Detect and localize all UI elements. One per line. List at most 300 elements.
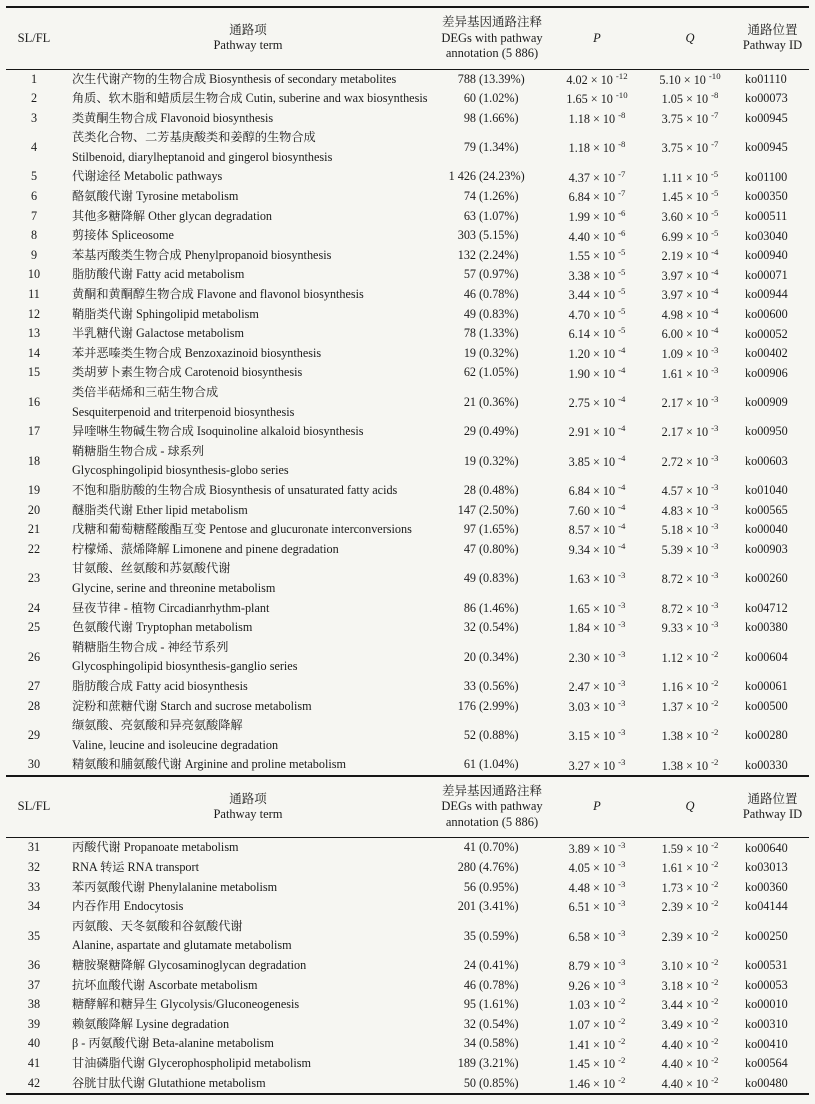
row-number: 17: [27, 424, 41, 439]
exponent: -3: [618, 697, 626, 708]
degs-count: 303: [457, 228, 476, 243]
row-number: 26: [27, 649, 41, 664]
exponent: -3: [618, 839, 626, 850]
degs-count: 57: [463, 267, 476, 282]
degs-count: 35: [463, 928, 476, 943]
pathway-term: 类黄酮生物合成 Flavonoid biosynthesis: [72, 110, 274, 125]
degs-percentage: (2.50%): [479, 502, 519, 517]
table-row: [6, 677, 809, 697]
row-number: 22: [27, 541, 41, 556]
degs-annotation: [434, 648, 550, 668]
exponent: -2: [711, 756, 719, 767]
q-value: 3.18 × 10 $^{-2}$: [661, 976, 719, 993]
degs-annotation: [434, 187, 550, 207]
table-row: [6, 878, 809, 898]
exponent: -4: [711, 286, 719, 297]
row-number: 2: [30, 91, 38, 106]
exponent: -3: [618, 727, 626, 738]
q-value: 3.75 × 10 $^{-7}$: [661, 139, 719, 156]
pathway-id: ko00906: [745, 365, 788, 380]
pathway-id: ko00909: [745, 395, 788, 410]
header-pathway-term: [62, 792, 434, 823]
degs-percentage: (1.46%): [479, 600, 519, 615]
degs-percentage: (0.78%): [479, 287, 519, 302]
degs-annotation: [434, 393, 550, 413]
row-number: 36: [27, 957, 41, 972]
degs-percentage: (0.48%): [479, 482, 519, 497]
degs-annotation: [434, 207, 550, 227]
pathway-id: ko00250: [745, 928, 788, 943]
pathway-term: 柠檬烯、蒎烯降解 Limonene and pinene degradation: [72, 541, 339, 556]
degs-percentage: (1.65%): [479, 522, 519, 537]
pathway-term: [62, 383, 434, 422]
header-degs-cn: 差异基因通路注释: [441, 15, 542, 29]
header-pathway-id: [736, 23, 809, 54]
pathway-id: ko00053: [745, 977, 788, 992]
pathway-term: [62, 638, 434, 677]
degs-count: 29: [463, 424, 476, 439]
exponent: -4: [711, 325, 719, 336]
exponent: -5: [711, 227, 719, 238]
degs-count: 79: [463, 140, 476, 155]
q-value: 2.39 × 10 $^{-2}$: [661, 927, 719, 944]
table-row: [6, 481, 809, 501]
row-number: 42: [27, 1075, 41, 1090]
degs-annotation: [434, 838, 550, 858]
degs-annotation: [434, 109, 550, 129]
exponent: -3: [618, 859, 626, 870]
row-number: 12: [27, 306, 41, 321]
pathway-term: 脂肪酸合成 Fatty acid biosynthesis: [72, 678, 248, 693]
pathway-term: 次生代谢产物的生物合成 Biosynthesis of secondary metabolites: [72, 71, 397, 86]
degs-count: 49: [463, 571, 476, 586]
row-number: 38: [27, 997, 41, 1012]
degs-annotation: [434, 956, 550, 976]
header-slfl-label: SL/FL: [17, 30, 51, 45]
degs-percentage: (0.88%): [479, 727, 519, 742]
header-p: [550, 799, 644, 815]
table-row: [6, 858, 809, 878]
degs-percentage: (0.32%): [479, 345, 519, 360]
degs-percentage: (1.61%): [479, 997, 519, 1012]
pathway-enrichment-table: [6, 6, 809, 1095]
degs-count: 56: [463, 879, 476, 894]
q-value: 2.19 × 10 $^{-4}$: [661, 247, 719, 264]
degs-percentage: (5.15%): [479, 228, 519, 243]
degs-count: 788: [457, 71, 476, 86]
degs-percentage: (0.41%): [479, 957, 519, 972]
degs-count: 46: [463, 977, 476, 992]
degs-percentage: (1.04%): [479, 757, 519, 772]
pathway-id: ko00564: [745, 1056, 788, 1071]
exponent: -2: [711, 996, 719, 1007]
exponent: -2: [711, 976, 719, 987]
p-value: 4.70 × 10 $^{-5}$: [568, 305, 626, 322]
p-value: 9.34 × 10 $^{-4}$: [568, 541, 626, 558]
pathway-id: ko03040: [745, 228, 788, 243]
degs-percentage: (24.23%): [479, 169, 525, 184]
p-value: 1.65 × 10 $^{-3}$: [568, 599, 626, 616]
header-pathway-id-en: Pathway ID: [742, 807, 803, 822]
row-number: 18: [27, 453, 41, 468]
table-row: [6, 265, 809, 285]
row-number: 39: [27, 1016, 41, 1031]
degs-annotation: [434, 285, 550, 305]
header-pathway-term-cn: 通路项: [229, 22, 267, 37]
table-row: [6, 422, 809, 442]
header-degs-cn: 差异基因通路注释: [441, 783, 542, 798]
p-value: 6.14 × 10 $^{-5}$: [568, 325, 626, 342]
row-number: 11: [28, 287, 40, 302]
degs-count: 74: [463, 189, 476, 204]
header-slfl-label: SL/FL: [17, 799, 51, 814]
exponent: -3: [618, 678, 626, 689]
exponent: -3: [711, 364, 719, 375]
degs-annotation: [434, 755, 550, 775]
pathway-term: RNA 转运 RNA transport: [72, 859, 199, 874]
pathway-id: ko00480: [745, 1075, 788, 1090]
exponent: -4: [618, 541, 626, 552]
pathway-id: ko01040: [745, 483, 788, 498]
p-value: 1.20 × 10 $^{-4}$: [568, 345, 626, 362]
exponent: -3: [711, 423, 719, 434]
pathway-term: [62, 559, 434, 598]
table-row: [6, 305, 809, 325]
q-value: 1.12 × 10 $^{-2}$: [661, 648, 719, 665]
exponent: -3: [711, 452, 719, 463]
degs-percentage: (0.56%): [479, 678, 519, 693]
pathway-term: β - 丙氨酸代谢 Beta-alanine metabolism: [72, 1036, 274, 1051]
degs-count: 1 426: [448, 169, 476, 184]
exponent: -8: [711, 90, 719, 101]
degs-annotation: [434, 599, 550, 619]
pathway-term: 酪氨酸代谢 Tyrosine metabolism: [72, 189, 239, 204]
exponent: -2: [618, 1074, 626, 1085]
exponent: -3: [711, 619, 719, 630]
table-row: [6, 618, 809, 638]
row-number: 10: [27, 267, 41, 282]
q-value: 4.57 × 10 $^{-3}$: [661, 482, 719, 499]
header-q: [644, 31, 736, 47]
exponent: -12: [615, 70, 628, 81]
header-p: [550, 31, 644, 47]
q-value: 6.99 × 10 $^{-5}$: [661, 227, 719, 244]
exponent: -2: [711, 678, 719, 689]
p-value: 6.84 × 10 $^{-4}$: [568, 482, 626, 499]
pathway-term: 脂肪酸代谢 Fatty acid metabolism: [72, 267, 245, 282]
row-number: 25: [27, 620, 41, 635]
exponent: -5: [618, 325, 626, 336]
table-row: [6, 226, 809, 246]
p-value: 1.07 × 10 $^{-2}$: [568, 1015, 626, 1033]
pathway-term-cn: 类倍半萜烯和三萜生物合成: [72, 385, 219, 399]
pathway-term: [62, 442, 434, 481]
degs-annotation: [434, 305, 550, 325]
degs-percentage: (13.39%): [479, 71, 525, 86]
row-number: 3: [30, 110, 38, 125]
q-value: 3.49 × 10 $^{-2}$: [661, 1015, 719, 1033]
p-value: 2.30 × 10 $^{-3}$: [568, 648, 626, 665]
degs-annotation: [434, 677, 550, 697]
degs-percentage: (0.80%): [479, 541, 519, 556]
exponent: -3: [711, 345, 719, 356]
table-row: [6, 540, 809, 560]
exponent: -3: [618, 619, 626, 630]
exponent: -7: [618, 188, 626, 199]
degs-count: 33: [463, 678, 476, 693]
pathway-id: ko00280: [745, 728, 788, 743]
q-value: 1.37 × 10 $^{-2}$: [661, 697, 719, 714]
pathway-id: ko00360: [745, 879, 788, 894]
pathway-term: 鞘脂类代谢 Sphingolipid metabolism: [72, 306, 259, 321]
table-row: [6, 167, 809, 187]
exponent: -5: [710, 168, 719, 179]
table-row: [6, 89, 809, 109]
p-value: 3.89 × 10 $^{-3}$: [568, 839, 626, 856]
exponent: -3: [618, 570, 626, 581]
pathway-id: ko00040: [745, 522, 788, 537]
pathway-term: 剪接体 Spliceosome: [72, 228, 174, 243]
exponent: -7: [711, 109, 719, 120]
degs-percentage: (2.24%): [479, 247, 519, 262]
exponent: -3: [618, 878, 626, 889]
table-row: [6, 70, 809, 90]
degs-annotation: [434, 569, 550, 589]
row-number: 33: [27, 879, 41, 894]
exponent: -8: [618, 109, 626, 120]
degs-percentage: (1.26%): [479, 189, 519, 204]
degs-annotation: [434, 995, 550, 1015]
row-number: 31: [27, 840, 41, 855]
pathway-id: ko00380: [745, 620, 788, 635]
exponent: -2: [618, 1055, 626, 1066]
header-q: [644, 799, 736, 815]
pathway-term: 精氨酸和脯氨酸代谢 Arginine and proline metabolism: [72, 757, 346, 772]
exponent: -4: [711, 305, 719, 316]
p-value: 3.38 × 10 $^{-5}$: [568, 266, 626, 283]
row-number: 34: [27, 899, 41, 914]
exponent: -3: [618, 898, 626, 909]
pathway-term: 昼夜节律 - 植物 Circadianrhythm-plant: [72, 600, 270, 615]
pathway-id: ko00950: [745, 424, 788, 439]
degs-count: 78: [463, 326, 476, 341]
q-value: 3.60 × 10 $^{-5}$: [661, 207, 719, 224]
header-degs-en2: annotation (5 886): [445, 46, 539, 60]
degs-annotation: [434, 501, 550, 521]
p-value: 1.55 × 10 $^{-5}$: [568, 247, 626, 264]
pathway-term-en: Stilbenoid, diarylheptanoid and gingerol biosynthesis: [72, 149, 333, 164]
degs-annotation: [434, 324, 550, 344]
exponent: -3: [618, 957, 626, 968]
degs-percentage: (3.21%): [479, 1055, 519, 1070]
p-value: 8.79 × 10 $^{-3}$: [568, 957, 626, 974]
pathway-id: ko00052: [745, 326, 788, 341]
pathway-term: 类胡萝卜素生物合成 Carotenoid biosynthesis: [72, 365, 303, 380]
pathway-term-en: Sesquiterpenoid and triterpenoid biosynthesis: [72, 404, 295, 419]
pathway-id: ko00260: [745, 571, 788, 586]
p-value: 8.57 × 10 $^{-4}$: [568, 521, 626, 538]
exponent: -6: [618, 207, 626, 218]
degs-annotation: [434, 976, 550, 996]
pathway-term-cn: 鞘糖脂生物合成 - 球系列: [72, 443, 205, 458]
pathway-term: 代谢途径 Metabolic pathways: [72, 169, 223, 184]
pathway-id: ko04712: [745, 600, 788, 615]
pathway-id: ko00511: [745, 208, 788, 223]
q-value: 1.16 × 10 $^{-2}$: [661, 678, 719, 695]
exponent: -5: [618, 266, 626, 277]
pathway-term-en: Alanine, aspartate and glutamate metabolism: [72, 938, 292, 953]
degs-percentage: (0.70%): [479, 840, 519, 855]
pathway-id: ko01110: [745, 71, 787, 86]
degs-percentage: (0.54%): [479, 620, 519, 635]
exponent: -2: [711, 898, 719, 909]
exponent: -3: [711, 521, 719, 532]
pathway-term: 甘油磷脂代谢 Glycerophospholipid metabolism: [72, 1055, 311, 1070]
row-number: 19: [27, 482, 41, 497]
header-q-label: Q: [685, 30, 695, 45]
pathway-id: ko01100: [745, 169, 788, 184]
degs-annotation: [434, 1074, 550, 1094]
q-value: 5.10 × 10 $^{-10}$: [659, 70, 721, 87]
header-slfl: [6, 31, 62, 47]
degs-annotation: [434, 520, 550, 540]
header-degs-en1: DEGs with pathway: [441, 30, 543, 45]
row-number: 16: [27, 394, 41, 409]
header-pathway-id-cn: 通路位置: [747, 791, 798, 806]
pathway-id: ko00604: [745, 649, 788, 664]
table-row: [6, 501, 809, 521]
pathway-id: ko00073: [745, 91, 788, 106]
row-number: 30: [27, 757, 41, 772]
degs-percentage: (0.36%): [479, 394, 519, 409]
exponent: -2: [711, 648, 719, 659]
degs-count: 147: [457, 502, 476, 517]
table-row: [6, 324, 809, 344]
table-row: [6, 1074, 809, 1094]
degs-annotation: [434, 1054, 550, 1074]
q-value: 3.97 × 10 $^{-4}$: [661, 286, 719, 303]
exponent: -3: [711, 541, 719, 552]
degs-annotation: [434, 226, 550, 246]
pathway-id: ko04144: [745, 899, 788, 914]
pathway-id: ko00531: [745, 958, 788, 973]
header-pathway-term: [62, 23, 434, 54]
p-value: 4.48 × 10 $^{-3}$: [568, 878, 626, 895]
pathway-term: 色氨酸代谢 Tryptophan metabolism: [72, 620, 253, 635]
exponent: -3: [711, 501, 719, 512]
pathway-id: ko00350: [745, 189, 788, 204]
degs-percentage: (1.07%): [479, 208, 519, 223]
degs-percentage: (2.99%): [479, 698, 519, 713]
p-value: 1.90 × 10 $^{-4}$: [568, 364, 626, 381]
degs-count: 28: [463, 482, 476, 497]
degs-count: 47: [463, 541, 476, 556]
degs-count: 86: [463, 600, 476, 615]
row-number: 9: [30, 247, 38, 262]
p-value: 9.26 × 10 $^{-3}$: [568, 976, 626, 993]
pathway-id: ko03013: [745, 860, 788, 875]
q-value: 1.09 × 10 $^{-3}$: [661, 345, 719, 362]
exponent: -8: [618, 139, 626, 150]
q-value: 8.72 × 10 $^{-3}$: [661, 599, 719, 616]
degs-count: 95: [463, 997, 476, 1012]
degs-count: 63: [463, 208, 476, 223]
pathway-term-cn: 缬氨酸、亮氨酸和异亮氨酸降解: [72, 718, 243, 733]
exponent: -4: [618, 394, 626, 405]
exponent: -6: [618, 227, 626, 238]
pathway-term: 其他多糖降解 Other glycan degradation: [72, 208, 273, 223]
degs-count: 60: [463, 91, 476, 106]
p-value: 1.03 × 10 $^{-2}$: [568, 996, 626, 1013]
header-pathway-id-en: Pathway ID: [742, 38, 803, 53]
q-value: 2.39 × 10 $^{-2}$: [661, 898, 719, 915]
exponent: -3: [711, 482, 719, 493]
degs-annotation: [434, 265, 550, 285]
table-row: [6, 520, 809, 540]
pathway-term: 半乳糖代谢 Galactose metabolism: [72, 326, 244, 341]
degs-count: 41: [463, 840, 476, 855]
row-number: 13: [27, 326, 41, 341]
p-value: 2.47 × 10 $^{-3}$: [568, 678, 626, 695]
pathway-term: 糖胺聚糖降解 Glycosaminoglycan degradation: [72, 957, 307, 972]
table-row: [6, 716, 809, 755]
pathway-term: [62, 917, 434, 956]
degs-annotation: [434, 481, 550, 501]
q-value: 2.17 × 10 $^{-3}$: [661, 394, 719, 411]
exponent: -2: [711, 1015, 719, 1026]
table-row: [6, 442, 809, 481]
q-value: 4.40 × 10 $^{-2}$: [661, 1074, 719, 1091]
degs-percentage: (0.49%): [479, 424, 519, 439]
degs-annotation: [434, 344, 550, 364]
pathway-term-en: Valine, leucine and isoleucine degradation: [72, 737, 279, 752]
p-value: 3.15 × 10 $^{-3}$: [568, 727, 626, 744]
degs-percentage: (0.34%): [479, 649, 519, 664]
table-body: [6, 838, 809, 1093]
q-value: 1.73 × 10 $^{-2}$: [661, 878, 719, 895]
exponent: -2: [711, 727, 719, 738]
exponent: -3: [711, 570, 719, 581]
exponent: -2: [711, 859, 719, 870]
pathway-term: 苯并恶嗪类生物合成 Benzoxazinoid biosynthesis: [72, 345, 322, 360]
exponent: -3: [618, 648, 626, 659]
pathway-term: 戊糖和葡萄糖醛酸酯互变 Pentose and glucuronate interconversions: [72, 522, 412, 537]
degs-count: 20: [463, 649, 476, 664]
degs-annotation: [434, 246, 550, 266]
degs-count: 24: [463, 957, 476, 972]
header-pathway-id: [736, 792, 809, 823]
exponent: -2: [711, 878, 719, 889]
q-value: 1.38 × 10 $^{-2}$: [661, 756, 719, 773]
p-value: 1.46 × 10 $^{-2}$: [568, 1074, 626, 1091]
p-value: 1.65 × 10 $^{-10}$: [566, 90, 628, 107]
degs-count: 280: [457, 859, 476, 874]
table-row: [6, 1015, 809, 1035]
table-row: [6, 995, 809, 1015]
header-pathway-term-en: Pathway term: [213, 38, 283, 53]
q-value: 3.10 × 10 $^{-2}$: [661, 957, 719, 974]
pathway-term: 丙酸代谢 Propanoate metabolism: [72, 840, 239, 855]
degs-annotation: [434, 540, 550, 560]
degs-count: 34: [463, 1036, 476, 1051]
degs-percentage: (1.34%): [479, 140, 519, 155]
exponent: -10: [615, 90, 628, 101]
exponent: -4: [618, 452, 626, 463]
degs-percentage: (0.95%): [479, 879, 519, 894]
header-q-label: Q: [685, 799, 695, 814]
pathway-id: ko00330: [745, 757, 788, 772]
exponent: -2: [711, 927, 719, 938]
